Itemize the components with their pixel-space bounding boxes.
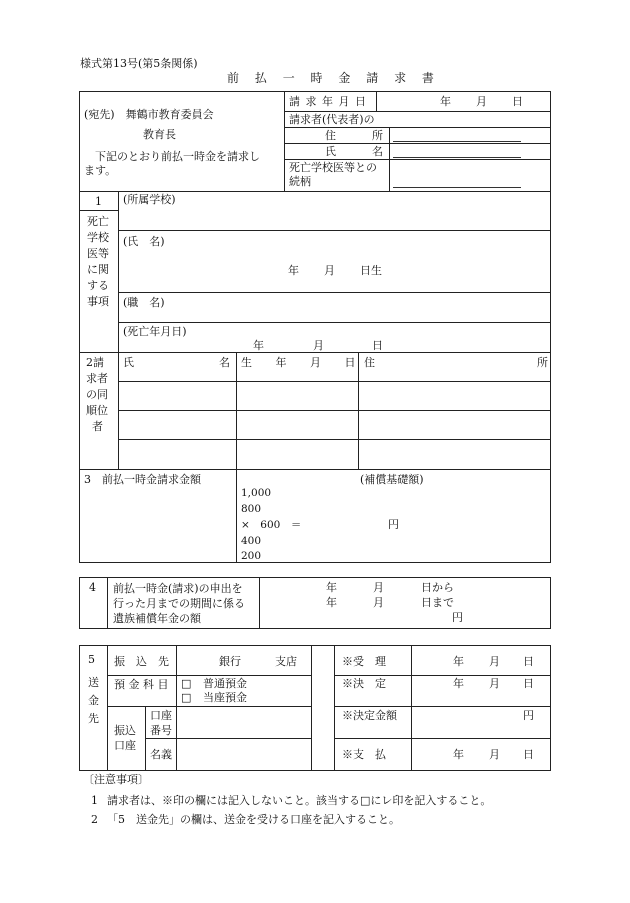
death-month: 月 (313, 339, 324, 352)
col-address-header: 住 (364, 356, 375, 369)
payment-month: 月 (489, 748, 500, 761)
address-field[interactable] (393, 141, 521, 142)
name-label-2: 名 (372, 145, 383, 158)
to-year: 年 (326, 596, 337, 609)
amount-option: 800 (241, 503, 262, 515)
form-title (227, 71, 434, 85)
to-day: 日まで (421, 596, 454, 609)
account-number-label: 口座 番号 (150, 709, 172, 737)
section1-number: 1 (95, 195, 102, 208)
request-date-year: 年 (440, 95, 451, 108)
decision-day: 日 (523, 677, 534, 690)
section4-yen: 円 (452, 611, 463, 624)
branch-label: 支店 (275, 655, 297, 668)
payment-day: 日 (523, 748, 534, 761)
claimant-label: 請求者(代表者)の (289, 113, 375, 126)
form-number: 様式第13号(第5条関係) (80, 57, 198, 70)
account-holder-label: 名義 (150, 748, 172, 761)
address-label: 住 (325, 129, 336, 142)
amount-option: 400 (241, 535, 262, 547)
decision-label: ※決 定 (342, 677, 386, 690)
title-char: 求 (394, 71, 407, 85)
notes-heading: 〔注意事項〕 (83, 773, 149, 786)
payment-label: ※支 払 (342, 748, 386, 761)
section4-number: 4 (89, 581, 96, 594)
from-day: 日から (421, 581, 454, 594)
receipt-year: 年 (453, 655, 464, 668)
note-item-number: 1 (91, 794, 98, 807)
death-date-label: (死亡年月日) (123, 325, 187, 338)
ordinary-deposit-label: 普通預金 (203, 677, 247, 690)
request-date-label: 請 求 年 月 日 (289, 95, 367, 108)
section3-label: 3 前払一時金請求金額 (84, 473, 201, 486)
position-label: (職 名) (123, 296, 165, 309)
to-month: 月 (373, 596, 384, 609)
title-char: 払 (254, 71, 267, 85)
bank-label: 銀行 (219, 655, 241, 668)
title-char: 時 (310, 71, 323, 85)
col-name-header-2: 名 (219, 356, 230, 369)
account-type-label: 預 金 科 目 (114, 678, 169, 691)
death-year: 年 (253, 339, 264, 352)
decision-month: 月 (489, 677, 500, 690)
transfer-account-label: 振込 口座 (114, 724, 136, 752)
addressee: (宛先) 舞鶴市教育委員会 (84, 108, 214, 121)
title-char: 書 (421, 71, 434, 85)
amount-option: 200 (241, 550, 262, 562)
request-date-month: 月 (476, 95, 487, 108)
title-char: 一 (282, 71, 295, 85)
name-field[interactable] (393, 157, 521, 158)
section2-side-label: 2請 求者 の同 順位 者 (86, 356, 108, 433)
decided-amount-label: ※決定金額 (342, 709, 397, 722)
note-item: 「5 送金先」の欄は、送金を受ける口座を記入すること。 (107, 813, 400, 826)
section5-side-label: 送 金 先 (88, 676, 99, 725)
note-item: 請求者は、※印の欄には記入しないこと。該当する□にレ印を記入すること。 (107, 794, 492, 807)
name-label: 氏 (325, 145, 336, 158)
current-deposit-label: 当座預金 (203, 691, 247, 704)
request-text-cont: ます。 (84, 164, 117, 177)
section4-description: 前払一時金(請求)の申出を 行った月までの期間に係る 遺族補償年金の額 (113, 582, 245, 625)
title-char: 請 (366, 71, 379, 85)
receipt-day: 日 (523, 655, 534, 668)
birth-month: 月 (324, 264, 335, 277)
note-item-number: 2 (91, 813, 98, 826)
birth-day: 日生 (360, 264, 382, 277)
relation-label-2: 続柄 (289, 175, 311, 188)
base-amount-label: (補償基礎額) (360, 473, 424, 486)
section3-yen: 円 (388, 518, 399, 531)
receipt-month: 月 (489, 655, 500, 668)
amount-option: 1,000 (241, 487, 272, 499)
checkbox-current[interactable]: □ (181, 691, 192, 704)
school-label: (所属学校) (123, 193, 176, 206)
deceased-name-label: (氏 名) (123, 235, 165, 248)
section5-number: 5 (88, 653, 95, 666)
request-text: 下記のとおり前払一時金を請求し (95, 150, 260, 163)
payment-year: 年 (453, 748, 464, 761)
title-char: 金 (338, 71, 351, 85)
decided-amount-yen: 円 (523, 709, 534, 722)
receipt-label: ※受 理 (342, 655, 386, 668)
address-label-2: 所 (372, 129, 383, 142)
section1-side-label: 死亡 学校 医等 に関 する 事項 (87, 215, 109, 308)
relation-label: 死亡学校医等との (289, 161, 377, 174)
col-birth-header: 生 年 月 日 (241, 356, 356, 369)
multiplier: × 600 ＝ (241, 519, 302, 531)
request-date-day: 日 (512, 95, 523, 108)
relation-field[interactable] (393, 187, 521, 188)
addressee-title: 教育長 (143, 128, 176, 141)
col-name-header: 氏 (123, 356, 134, 369)
checkbox-ordinary[interactable]: □ (181, 677, 192, 690)
title-char: 前 (227, 71, 240, 85)
col-address-header-2: 所 (537, 356, 548, 369)
decision-year: 年 (453, 677, 464, 690)
destination-label: 振 込 先 (114, 655, 169, 668)
birth-year: 年 (288, 264, 299, 277)
from-month: 月 (373, 581, 384, 594)
death-day: 日 (372, 339, 383, 352)
from-year: 年 (326, 581, 337, 594)
